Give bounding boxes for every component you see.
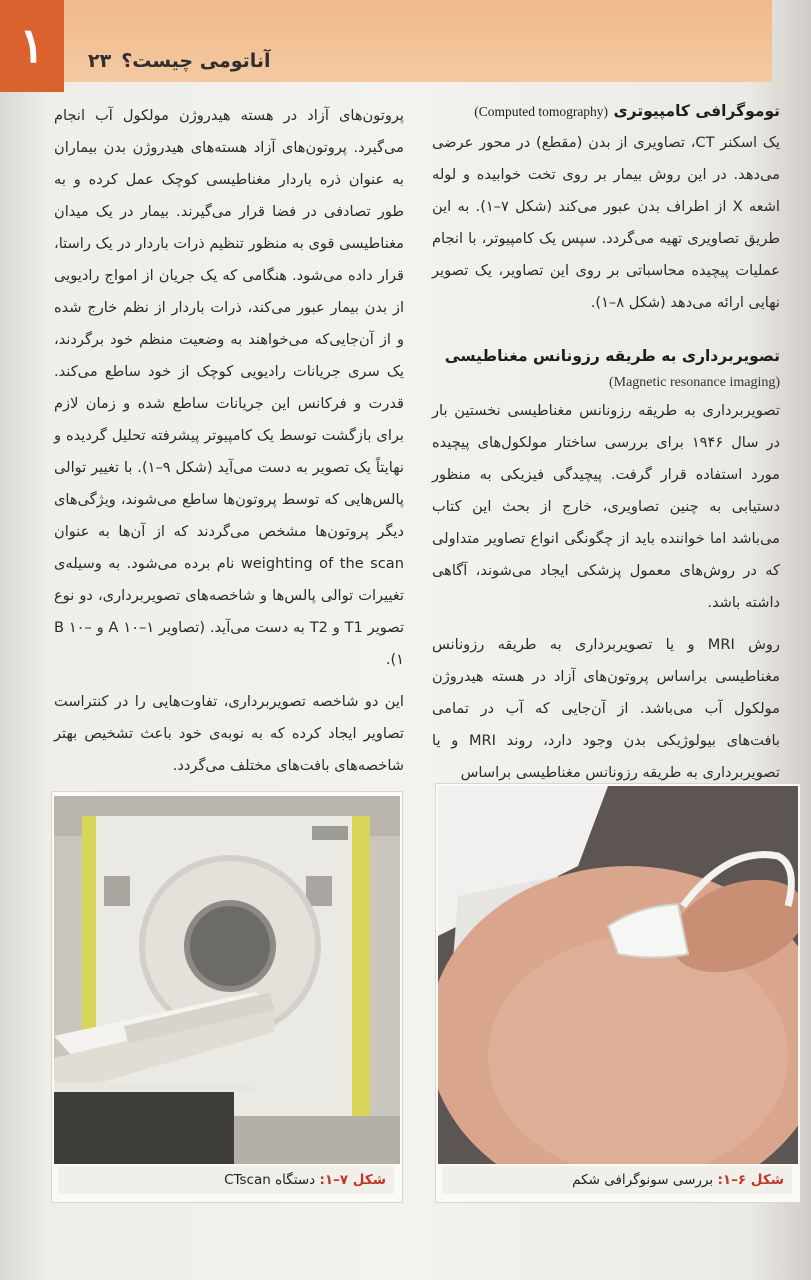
figure-ct-scanner [52,792,402,1202]
chapter-tab [0,0,64,92]
ultrasound-illustration [438,786,798,1164]
left-column [54,100,404,792]
heading-ct: توموگرافی کامپیوتری [613,102,780,120]
caption-text-ct: دستگاه CTscan [224,1172,316,1188]
paragraph-mri-2: روش MRI و یا تصویربرداری به طریقه رزونانس مغناطیسی براساس پروتون‌های آزاد در هسته هیدروژن مولکول آب می‌باشد. از آن‌جایی که آب در تمامی بافت‌های بیولوژیکی بدن وجود دارد، روند MRI و یا تصویربرداری به طریقه رزونانس مغناطیسی براساس [432,636,780,781]
chapter-number: ۱ [19,18,45,74]
section-heading-ct [432,96,780,127]
figure-caption-ct [58,1166,394,1194]
paragraph-mri-1: تصویربرداری به طریقه رزونانس مغناطیسی نخستین بار در سال ۱۹۴۶ برای بررسی ساختار مولکول‌های پیچیده مورد استفاده قرار گرفت. پیچیدگی فیزیکی به منظور دستیابی به چنین تصاویری، خارج از بحث این کتاب می‌باشد اما خواننده باید از چگونگی انواع تصاویر متداولی که در روش‌های معمول پزشکی ایجاد می‌شوند، آگاهی داشته باشد. [432,402,780,611]
paragraph-left-2: این دو شاخصه تصویربرداری، تفاوت‌هایی را در کنتراست تصاویر ایجاد کرده که به نوبه‌ی خود باعث تشخیص بهتر شاخصه‌های بافت‌های مختلف می‌گردد. [54,693,404,774]
ct-scanner-photo [54,796,400,1164]
paragraph-left-1: پروتون‌های آزاد در هسته هیدروژن مولکول آب انجام می‌گیرد. پروتون‌های آزاد هسته‌های هیدروژن بدن بیماران به عنوان ذره باردار مغناطیسی کوچک عمل کرده و به طور تصادفی در فضا قرار می‌گیرند. بیمار در یک میدان مغناطیسی قوی به منظور تنظیم ذرات باردار در یک راستا، قرار داده می‌شود. هنگامی که یک جریان از امواج رادیویی از بدن بیمار عبور می‌کند، ذرات باردار از نظم خارج شده و از آن‌جایی‌که می‌خواهند به وضعیت منظم خود برگردند، یک سری جریانات رادیویی کوچک از خود ساطع می‌کند. قدرت و فرکانس این جریانات ساطع شده و زمان لازم برای بازگشت توسط یک کامپیوتر پیشرفته تحلیل گردیده و نهایتاً یک تصویر به دست می‌آید (شکل ۹–۱). با تغییر توالی پالس‌هایی که توسط پروتون‌ها ساطع می‌شوند، ویژگی‌های دیگر پروتون‌ها مشخص می‌گردند که از آن‌ها به عنوان weighting of the scan نام برده می‌شود. به وسیله‌ی تغییرات توالی پالس‌ها و شاخصه‌های تصویربرداری، دو نوع تصویر T1 و T2 به دست می‌آید. (تصاویر A ۱۰–۱ و B ۱۰–۱). [54,107,405,668]
figure-caption-us [442,1166,792,1194]
ct-scanner-illustration [54,796,400,1164]
heading-ct-en: (Computed tomography) [474,104,609,119]
caption-label-us: شکل ۶–۱: [717,1172,784,1188]
figure-ultrasound [436,784,800,1202]
right-column [432,96,780,799]
page-number: ۲۳ [88,50,112,72]
section-heading-mri: تصویربرداری به طریقه رزونانس مغناطیسی [444,347,780,365]
running-header [88,50,271,72]
heading-mri-en: (Magnetic resonance imaging) [608,375,780,390]
caption-label-ct: شکل ۷–۱: [319,1172,386,1188]
paragraph-ct: یک اسکنر CT، تصاویری از بدن (مقطع) در محور عرضی می‌دهد. در این روش بیمار بر روی تخت خوابیده و لوله اشعه X از اطراف بدن عبور می‌کند (شکل ۷–۱). به این طریق تصاویری تهیه می‌گردد. سپس یک کامپیوتر، با انجام عملیات پیچیده محاسباتی بر روی این تصاویر، یک تصویر نهایی ارائه می‌دهد (شکل ۸–۱). [432,134,780,311]
caption-text-us: بررسی سونوگرافی شکم [572,1172,714,1188]
running-title: آناتومی چیست؟ [121,50,271,72]
ultrasound-photo [438,786,798,1164]
